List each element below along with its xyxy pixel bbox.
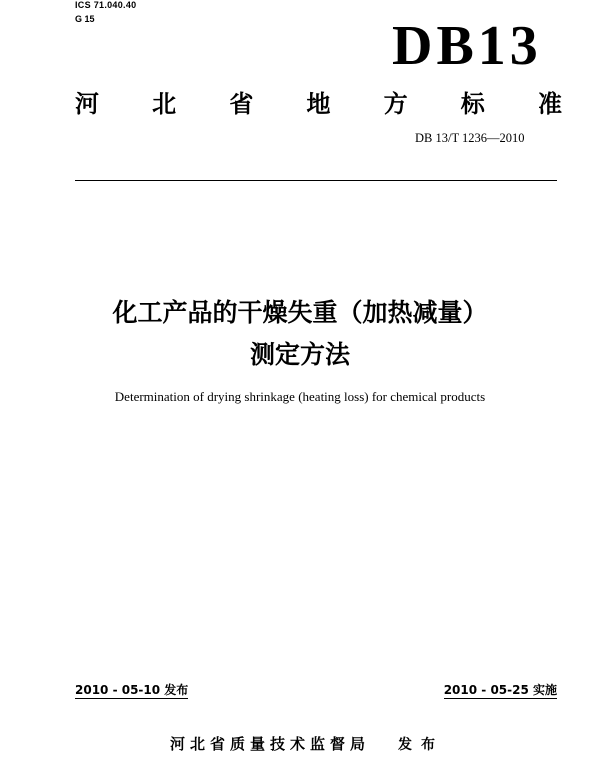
issue-label: 发布 (398, 737, 445, 753)
standard-type-char: 省 (229, 89, 254, 118)
standard-type-char: 准 (537, 89, 562, 118)
title-zh-line1: 化工产品的干燥失重（加热减量） (112, 298, 488, 327)
standard-type-char: 北 (152, 89, 177, 118)
standard-type-heading (75, 86, 562, 116)
implement-date: 2010 - 05-25 实施 (443, 683, 557, 697)
header-divider (75, 180, 557, 181)
publish-date: 2010 - 05-10 发布 (75, 683, 189, 697)
standard-type-char: 地 (306, 89, 331, 118)
standard-number: DB 13/T 1236—2010 (415, 131, 525, 145)
standard-type-char: 方 (383, 89, 408, 118)
issuer-row (170, 735, 444, 754)
ics-code: ICS 71.040.40 (75, 0, 137, 10)
title-en: Determination of drying shrinkage (heating loss) for chemical products (114, 389, 486, 404)
db-logo: DB13 (392, 15, 542, 77)
title-zh-line2: 测定方法 (249, 340, 350, 369)
issuer-name: 河北省质量技术监督局 (170, 735, 371, 753)
ccs-code: G 15 (75, 14, 95, 24)
standard-type-char: 标 (460, 89, 485, 118)
standard-type-char: 河 (75, 89, 99, 118)
